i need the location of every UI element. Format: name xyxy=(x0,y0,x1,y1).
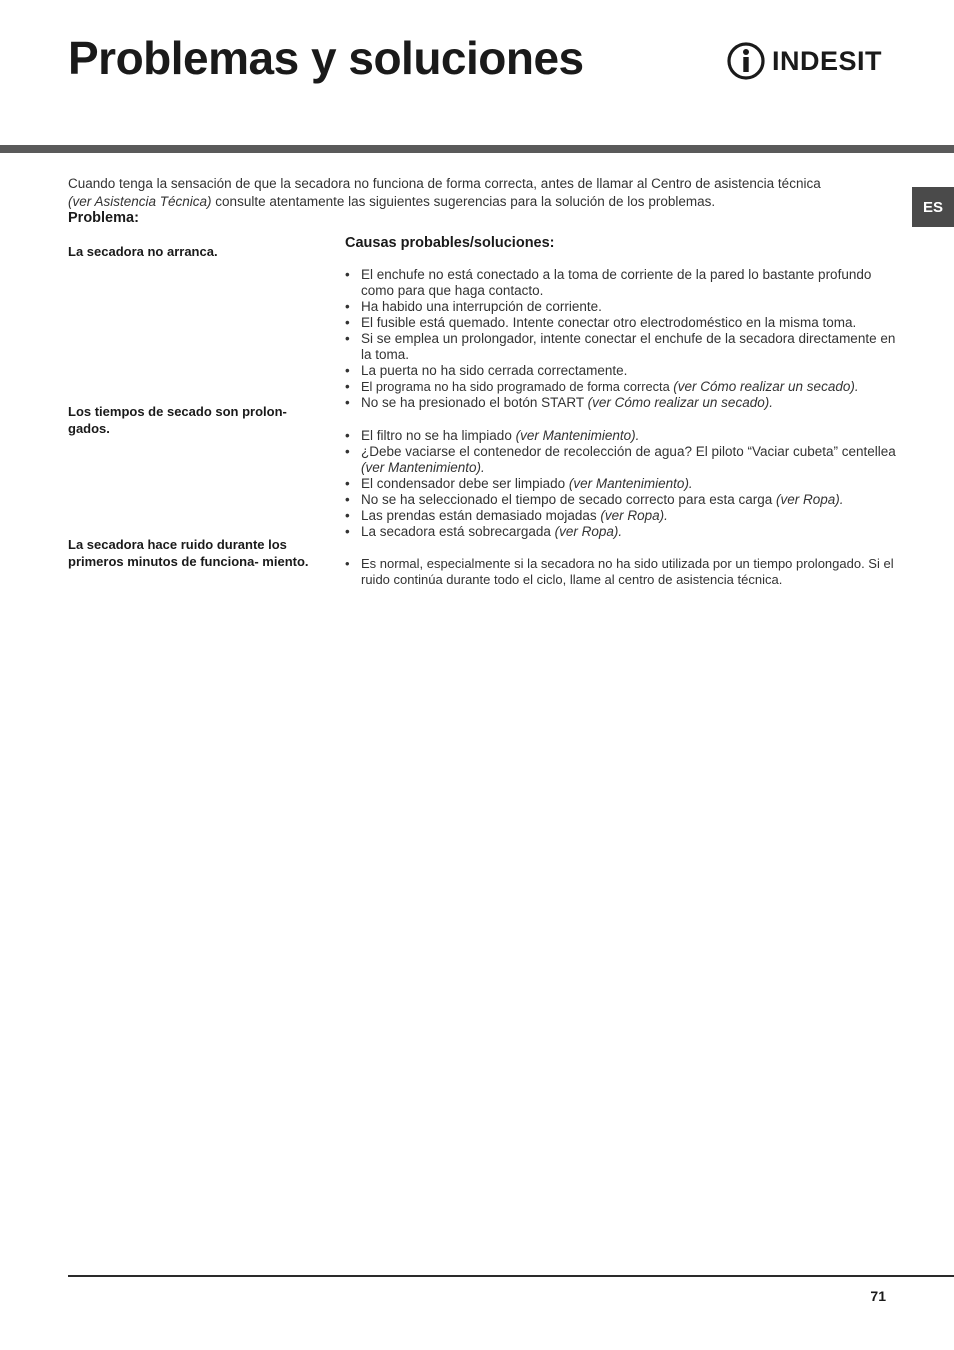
cause-item: • ¿Debe vaciarse el contenedor de recolección de agua? El piloto “Vaciar cubeta” centellea (ver Mantenimiento). xyxy=(345,444,905,476)
page-number: 71 xyxy=(870,1288,886,1304)
causes-column-header: Causas probables/soluciones: xyxy=(345,235,555,251)
footer-rule xyxy=(68,1275,954,1277)
intro-paragraph xyxy=(68,175,868,211)
cause-item: • El programa no ha sido programado de forma correcta (ver Cómo realizar un secado). xyxy=(345,379,905,395)
cause-item: • Las prendas están demasiado mojadas (ver Ropa). xyxy=(345,508,905,524)
cause-item: • Es normal, especialmente si la secadora no ha sido utilizada por un tiempo prolongado. Si el ruido continúa durante todo el ciclo, llame al centro de asistencia técnica. xyxy=(345,556,905,588)
cause-item: • La puerta no ha sido cerrada correctamente. xyxy=(345,363,905,379)
cause-item: • El fusible está quemado. Intente conectar otro electrodoméstico en la misma toma. xyxy=(345,315,905,331)
language-tab: ES xyxy=(912,187,954,227)
header-rule xyxy=(0,145,954,153)
cause-item: • No se ha presionado el botón START (ver Cómo realizar un secado). xyxy=(345,395,905,411)
cause-item: • El filtro no se ha limpiado (ver Mantenimiento). xyxy=(345,428,905,444)
cause-item: • No se ha seleccionado el tiempo de secado correcto para esta carga (ver Ropa). xyxy=(345,492,905,508)
intro-line-2 xyxy=(68,193,868,211)
cause-item: • El condensador debe ser limpiado (ver Mantenimiento). xyxy=(345,476,905,492)
causes-list-long-drying xyxy=(345,428,905,540)
cause-item: • Ha habido una interrupción de corriente. xyxy=(345,299,905,315)
problem-column-header: Problema: xyxy=(68,210,139,226)
intro-reference: (ver Asistencia Técnica) xyxy=(68,194,212,209)
cause-item: • Si se emplea un prolongador, intente conectar el enchufe de la secadora directamente en la toma. xyxy=(345,331,905,363)
problem-no-start: La secadora no arranca. xyxy=(68,244,218,259)
intro-line-1: Cuando tenga la sensación de que la secadora no funciona de forma correcta, antes de llamar al Centro de asistencia técnica xyxy=(68,176,821,191)
page-title: Problemas y soluciones xyxy=(68,32,584,84)
causes-list-no-start xyxy=(345,267,905,411)
indesit-logo-icon xyxy=(726,41,766,81)
problem-long-drying: Los tiempos de secado son prolon- gados. xyxy=(68,404,287,436)
intro-line-2-text: consulte atentamente las siguientes sugerencias para la solución de los problemas. xyxy=(211,194,716,209)
cause-item: • El enchufe no está conectado a la toma de corriente de la pared lo bastante profundo como para que haga contacto. xyxy=(345,267,905,299)
brand-logo xyxy=(726,40,882,82)
problem-noise: La secadora hace ruido durante los primeros minutos de funciona- miento. xyxy=(68,537,309,569)
causes-list-noise xyxy=(345,556,905,588)
cause-item: • La secadora está sobrecargada (ver Ropa). xyxy=(345,524,905,540)
brand-wordmark: INDESIT xyxy=(772,46,883,76)
